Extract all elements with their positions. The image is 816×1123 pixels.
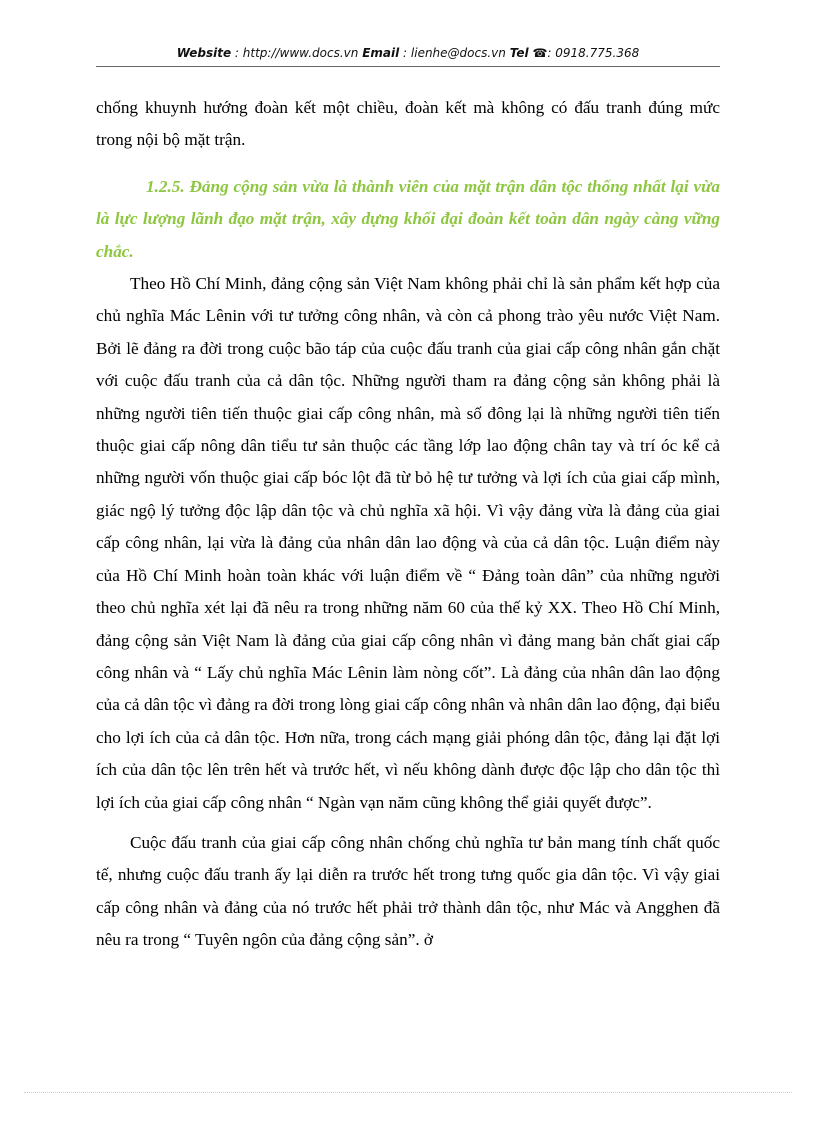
footer-divider: [24, 1092, 792, 1093]
phone-icon: ☎: [532, 46, 548, 60]
email-label: Email: [362, 46, 400, 60]
website-value: : http://www.docs.vn: [234, 46, 359, 60]
section-heading: 1.2.5. Đảng cộng sản vừa là thành viên của mặt trận dân tộc thống nhất lại vừa là lực lượng lãnh đạo mặt trận, xây dựng khối đại đoàn kết toàn dân ngày càng vững chắc.: [96, 176, 720, 261]
paragraph-intro: chống khuynh hướng đoàn kết một chiều, đoàn kết mà không có đấu tranh đúng mức trong nội bộ mặt trận.: [96, 98, 720, 150]
header-divider: [96, 66, 720, 67]
tel-value: : 0918.775.368: [547, 46, 640, 60]
paragraph-body-1: Theo Hồ Chí Minh, đảng cộng sản Việt Nam không phải chỉ là sản phẩm kết hợp của chủ nghĩa Mác Lênin với tư tưởng công nhân, và còn cả phong trào yêu nước Việt Nam. Bởi lẽ đảng ra đời trong cuộc bão táp của cuộc đấu tranh của giai cấp công nhân gắn chặt với cuộc đấu tranh của cả dân tộc. Những người tham ra đảng cộng sản không phải là những người tiên tiến thuộc giai cấp công nhân, mà số đông lại là những người tiên tiến thuộc giai cấp nông dân tiểu tư sản thuộc các tầng lớp lao động chân tay và trí óc kể cả những người vốn thuộc giai cấp bóc lột đã từ bỏ hệ tư tưởng và lợi ích của giai cấp mình, giác ngộ lý tưởng độc lập dân tộc và chủ nghĩa xã hội. Vì vậy đảng vừa là đảng của giai cấp công nhân, lại vừa là đảng của nhân dân lao động và của cả dân tộc. Luận điểm này của Hồ Chí Minh hoàn toàn khác với luận điểm về “ Đảng toàn dân” của những người theo chủ nghĩa xét lại đã nêu ra trong những năm 60 của thế kỷ XX. Theo Hồ Chí Minh, đảng cộng sản Việt Nam là đảng của giai cấp công nhân vì đảng mang bản chất giai cấp công nhân và “ Lấy chủ nghĩa Mác Lênin làm nòng cốt”. Là đảng của nhân dân lao động của cả dân tộc vì đảng ra đời trong lòng giai cấp công nhân và nhân dân lao động, đại biểu cho lợi ích của cả dân tộc. Hơn nữa, trong cách mạng giải phóng dân tộc, đảng lại đặt lợi ích của dân tộc lên trên hết và trước hết, vì nếu không dành được độc lập cho dân tộc thì lợi ích của giai cấp công nhân “ Ngàn vạn năm cũng không thể giải quyết được”.: [96, 274, 720, 812]
email-value: : lienhe@docs.vn: [403, 46, 506, 60]
paragraph-body-2: Cuộc đấu tranh của giai cấp công nhân chống chủ nghĩa tư bản mang tính chất quốc tế, nhưng cuộc đấu tranh ấy lại diễn ra trước hết trong tưng quốc gia dân tộc. Vì vậy giai cấp công nhân và đảng của nó trước hết phải trở thành dân tộc, như Mác và Angghen đã nêu ra trong “ Tuyên ngôn của đảng cộng sản”. ở: [96, 832, 720, 950]
tel-label: Tel: [509, 46, 529, 60]
website-label: Website: [176, 46, 232, 60]
page-header: [96, 46, 720, 68]
document-body: [96, 92, 720, 957]
